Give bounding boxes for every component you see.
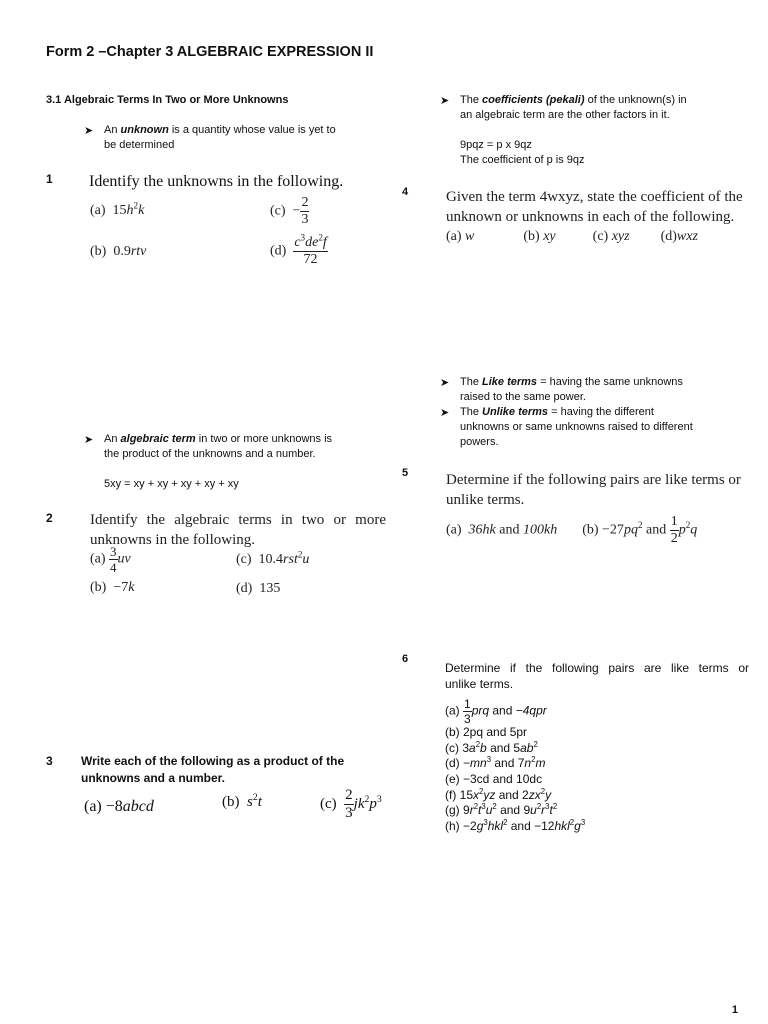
- question-5-prompt: Determine if the following pairs are like terms or unlike terms.: [446, 472, 741, 508]
- question-2-a: (a) $\frac{3}{4}$ uv: [90, 544, 131, 575]
- note-coefficients: The coefficients (pekali) of the unknown(s) in an algebraic term are the other factors in it.: [460, 94, 687, 121]
- question-3-prompt: Write each of the following as a product of the unknowns and a number.: [81, 754, 345, 785]
- question-3-a: (a) −8abcd: [84, 798, 154, 815]
- note-unlike-terms: The Unlike terms = having the different unknowns or same unknowns raised to different powers.: [460, 406, 693, 448]
- question-2-number: 2: [46, 511, 53, 525]
- question-1-a: (a) $15h^2k$: [90, 200, 145, 218]
- question-6-number: 6: [402, 653, 409, 665]
- note-algebraic-term: An algebraic term in two or more unknowns is the product of the unknowns and a number.: [104, 433, 333, 460]
- question-2-c: (c) 10.4rst$^2$u: [236, 549, 310, 567]
- question-6-b: (b) 2pq and 5pr: [445, 725, 528, 740]
- question-2-b: (b) −7k: [90, 580, 135, 595]
- bullet-arrow-icon: ➤: [440, 95, 450, 107]
- bullet-arrow-icon: ➤: [440, 407, 450, 419]
- question-6-g: (g) $9r^2t^3u^2$ and $9u^2r^3t^2$: [445, 802, 558, 818]
- question-2-prompt: Identify the algebraic terms in two or more unknowns in the following.: [90, 512, 386, 548]
- page-number: 1: [731, 1004, 738, 1016]
- question-6-e: (e) −3cd and 10dc: [445, 771, 543, 786]
- question-1-b: (b) 0.9rtv: [90, 244, 147, 259]
- question-4-options: (a) w (b) xy (c) xyz (d)wxz: [446, 229, 698, 244]
- question-3-c: (c) $\frac{2}{3}$ $jk^2p^3$: [320, 787, 382, 821]
- bullet-arrow-icon: ➤: [440, 377, 450, 389]
- question-1-d: (d) $\frac{c^3de^2f}{72}$: [270, 232, 327, 267]
- coefficients-example: 9pqz = p x 9qz The coefficient of p is 9qz: [460, 139, 585, 166]
- question-6-h: $(h) -2g^3hkl^2$ and $-12hkl^2g^3$: [445, 817, 586, 833]
- question-6-d: $(d) -mn^3$ and $7n^2m$: [445, 755, 546, 771]
- note-unknown: An unknown is a quantity whose value is yet to be determined: [104, 124, 336, 151]
- question-1-c: (c) − $\frac{2}{3}$: [270, 195, 309, 227]
- question-5-options: (a) 36hk and 100kh $(b) -27pq^2$ and $\frac{1}{2}$ $p^2q$: [446, 514, 698, 546]
- question-3-number: 3: [46, 754, 53, 768]
- question-6-prompt: Determine if the following pairs are like terms or: [445, 661, 749, 675]
- bullet-arrow-icon: ➤: [84, 434, 94, 446]
- question-1-number: 1: [46, 172, 53, 186]
- question-6-a: (a) $\frac{1}{3}$ prq and −4qpr: [445, 697, 547, 727]
- note-like-terms: The Like terms = having the same unknowns raised to the same power.: [460, 376, 683, 403]
- question-4-number: 4: [402, 186, 409, 198]
- bullet-arrow-icon: ➤: [84, 125, 94, 137]
- question-6: Determine if the following pairs are like terms or unlike terms. (a) $\frac{1}{3}$ prq and −4qpr (b) 2pq and 5pr (c) $3a^2b$ and $5ab^2$ $(d) -mn^3$ and $7n^2m$ (e) −3cd and 10dc (f) $15x^2yz$ and $2zx^2y$ (g) $9r^2t^3u^2$ and $9u^2r^3t^2$ $(h) -2g^3hkl^2$ and $-12hkl^2g^3$: [445, 661, 749, 833]
- question-2-d: (d) 135: [236, 581, 281, 596]
- page-title: Form 2 –Chapter 3 ALGEBRAIC EXPRESSION II: [46, 44, 374, 60]
- algebraic-term-example: 5xy = xy + xy + xy + xy + xy: [104, 478, 239, 490]
- question-1-prompt: Identify the unknowns in the following.: [89, 173, 344, 190]
- question-3-b: (b) $s^2t$: [222, 792, 262, 810]
- question-5-number: 5: [402, 467, 409, 479]
- question-4-prompt: Given the term 4wxyz, state the coefficient of the unknown or unknowns in each of the following.: [446, 189, 743, 225]
- question-6-c: (c) $3a^2b$ and $5ab^2$: [445, 739, 538, 755]
- section-heading: 3.1 Algebraic Terms In Two or More Unknowns: [46, 94, 289, 106]
- question-6-f: (f) $15x^2yz$ and $2zx^2y$: [445, 786, 552, 802]
